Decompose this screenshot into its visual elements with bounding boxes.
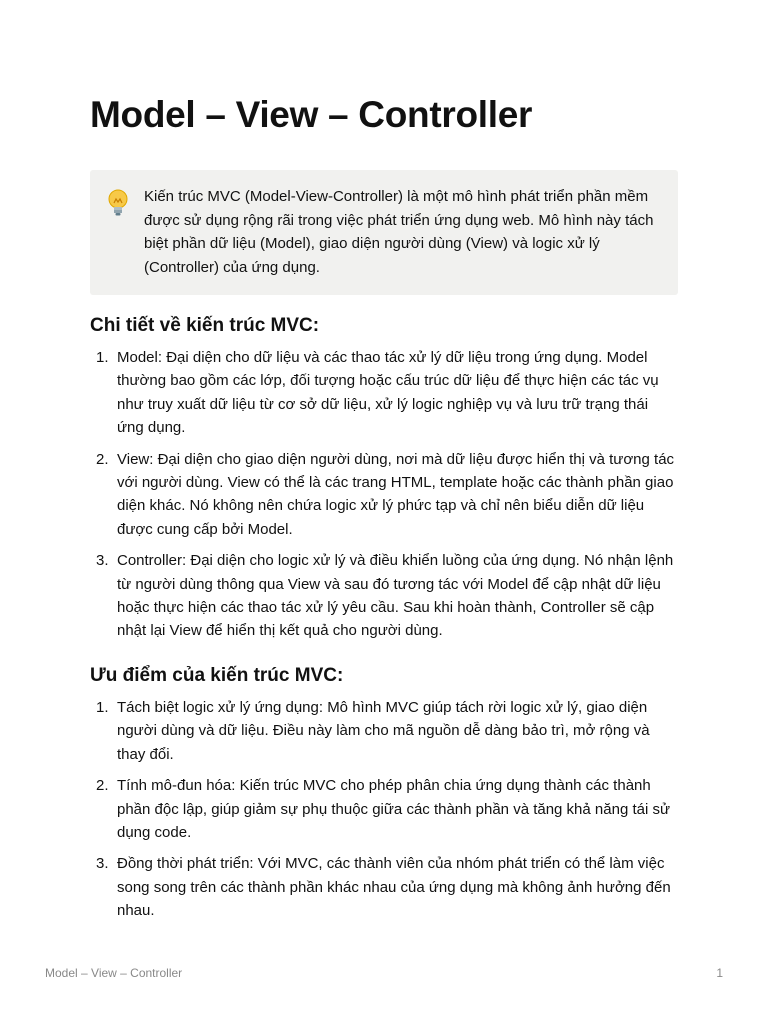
list-item [90, 774, 678, 844]
list-item [90, 346, 678, 440]
list-item [90, 852, 678, 922]
list-item [90, 696, 678, 766]
list-number: 1. [96, 349, 109, 366]
section-heading-advantages: Ưu điểm của kiến trúc MVC: [90, 665, 344, 686]
list-number: 1. [96, 699, 109, 716]
list-number: 3. [96, 855, 109, 873]
callout-text: Kiến trúc MVC (Model-View-Controller) là một mô hình phát triển phần mềm được sử dụng rộng rãi trong việc phát triển ứng dụng web. Mô hình này tách biệt phần dữ liệu (Model), giao diện người dùng (View) và logic xử lý (Controller) của ứng dụng. [144, 188, 654, 276]
section-heading-details: Chi tiết về kiến trúc MVC: [90, 315, 320, 336]
page-number: 1 [716, 966, 723, 980]
page-title: Model – View – Controller [90, 94, 533, 135]
list-item-text: Model: Đại diện cho dữ liệu và các thao tác xử lý dữ liệu trong ứng dụng. Model thường bao gồm các lớp, đối tượng hoặc cấu trúc dữ liệu để thực hiện các tác vụ như truy xuất dữ liệu từ cơ sở dữ liệu, xử lý logic nghiệp vụ và lưu trữ trạng thái ứng dụng. [117, 349, 659, 437]
advantages-list [90, 696, 678, 923]
list-item-text: View: Đại diện cho giao diện người dùng, nơi mà dữ liệu được hiển thị và tương tác với người dùng. View có thể là các trang HTML, template hoặc các thành phần giao diện khác. Nó không nên chứa logic xử lý phức tạp và chỉ nên biểu diễn dữ liệu được cung cấp bởi Model. [117, 450, 675, 538]
list-item-text: Controller: Đại diện cho logic xử lý và điều khiển luồng của ứng dụng. Nó nhận lệnh từ người dùng thông qua View và sau đó tương tác với Model để cập nhật dữ liệu hoặc thực hiện các thao tác xử lý yêu cầu. Sau khi hoàn thành, Controller sẽ cập nhật lại View để hiển thị kết quả cho người dùng. [117, 552, 674, 640]
list-item [90, 549, 678, 643]
list-item-text: Tách biệt logic xử lý ứng dụng: Mô hình MVC giúp tách rời logic xử lý, giao diện người dùng và dữ liệu. Điều này làm cho mã nguồn dễ dàng bảo trì, mở rộng và thay đổi. [117, 699, 650, 763]
callout-box [90, 170, 678, 295]
list-item-text: Tính mô-đun hóa: Kiến trúc MVC cho phép phân chia ứng dụng thành các thành phần độc lập, giúp giảm sự phụ thuộc giữa các thành phần và tăng khả năng tái sử dụng code. [117, 777, 671, 842]
list-number: 2. [96, 777, 109, 795]
lightbulb-icon [105, 188, 131, 218]
list-number: 2. [96, 450, 109, 468]
list-number: 3. [96, 552, 109, 570]
footer-title: Model – View – Controller [45, 966, 183, 980]
details-list [90, 346, 678, 643]
list-item-text: Đồng thời phát triển: Với MVC, các thành viên của nhóm phát triển có thể làm việc song song trên các thành phần khác nhau của ứng dụng mà không ảnh hưởng đến nhau. [117, 855, 671, 920]
list-item [90, 448, 678, 542]
